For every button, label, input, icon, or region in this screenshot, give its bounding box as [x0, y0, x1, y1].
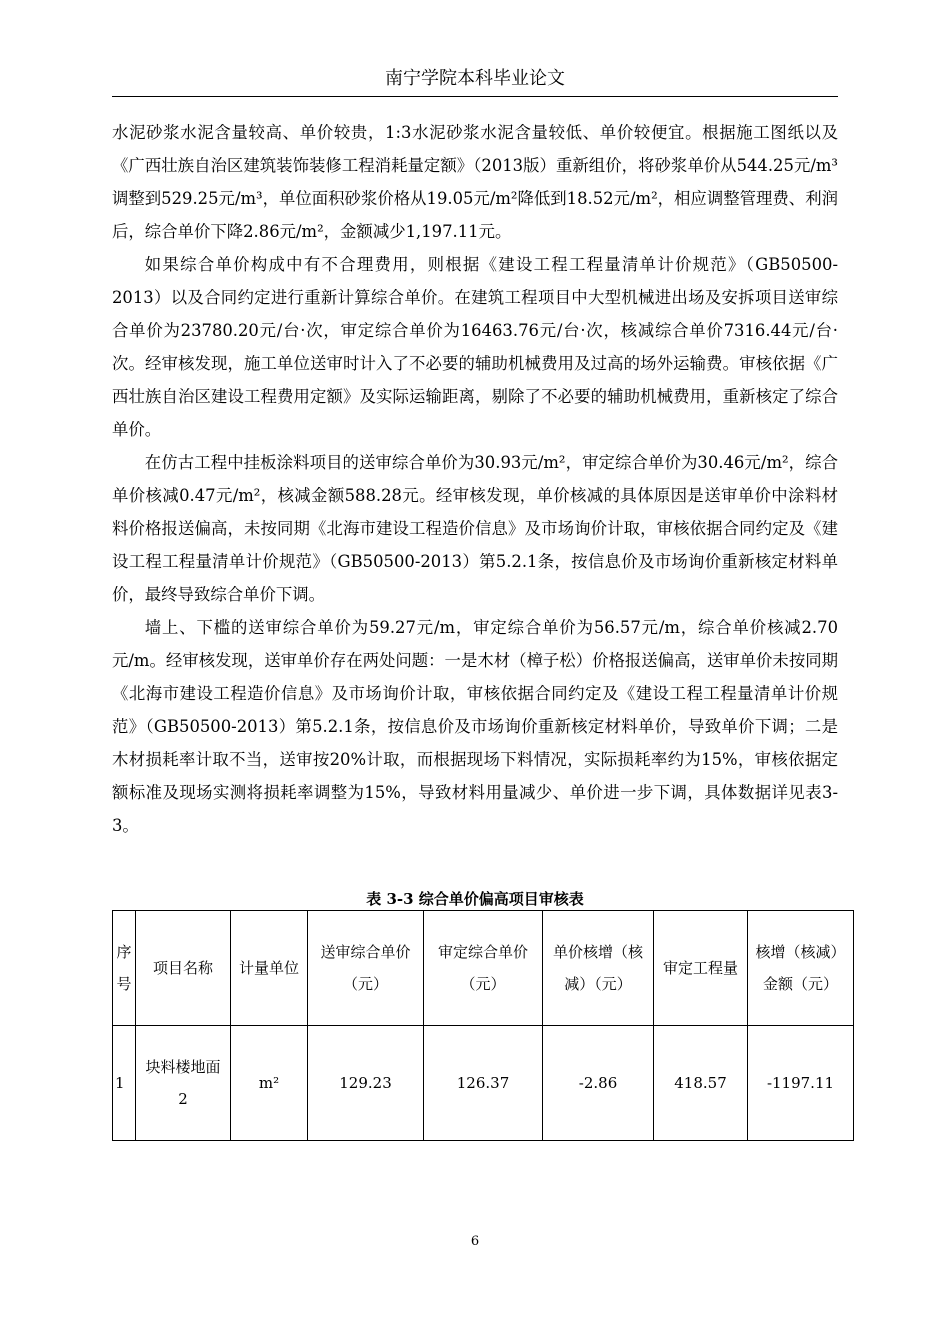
paragraph-1: 水泥砂浆水泥含量较高、单价较贵，1:3水泥砂浆水泥含量较低、单价较便宜。根据施工图纸以及《广西壮族自治区建筑装饰装修工程消耗量定额》（2013版）重新组价，将砂浆单价从544.25元/m³调整到529.25元/m³，单位面积砂浆价格从19.05元/m²降低到18.52元/m²，相应调整管理费、利润后，综合单价下降2.86元/m²，金额减少1,197.11元。 [112, 123, 838, 241]
table-title: 表 3-3 综合单价偏高项目审核表 [366, 890, 584, 908]
header-cell: 单价核增（核减）（元） [543, 911, 654, 1026]
paragraph-4: 墙上、下槛的送审综合单价为59.27元/m，审定综合单价为56.57元/m，综合单价核减2.70元/m。经审核发现，送审单价存在两处问题：一是木材（樟子松）价格报送偏高，送审单价未按同期《北海市建设工程造价信息》及市场询价计取，审核依据合同约定及《建设工程工程量清单计价规范》（GB50500-2013）第5.2.1条，按信息价及市场询价重新核定材料单价，导致单价下调；二是木材损耗率计取不当，送审按20%计取，而根据现场下料情况，实际损耗率约为15%，审核依据定额标准及现场实测将损耗率调整为15%，导致材料用量减少、单价进一步下调，具体数据详见表3-3。 [112, 618, 838, 835]
header-cell: 送审综合单价（元） [308, 911, 424, 1026]
header-rule [112, 96, 838, 97]
body-text [112, 116, 838, 842]
cell-submitted: 129.23 [308, 1026, 424, 1141]
page-number: 6 [470, 1234, 480, 1249]
cell-name: 块料楼地面2 [136, 1026, 231, 1141]
cell-diff: -2.86 [543, 1026, 654, 1141]
header-cell: 审定工程量 [654, 911, 748, 1026]
cell-amount: -1197.11 [748, 1026, 854, 1141]
header-cell: 计量单位 [231, 911, 308, 1026]
cell-approved: 126.37 [424, 1026, 543, 1141]
header-cell: 序号 [113, 911, 136, 1026]
page-header: 南宁学院本科毕业论文 [385, 68, 565, 89]
cell-unit: m² [231, 1026, 308, 1141]
paragraph-3: 在仿古工程中挂板涂料项目的送审综合单价为30.93元/m²，审定综合单价为30.46元/m²，综合单价核减0.47元/m²，核减金额588.28元。经审核发现，单价核减的具体原因是送审单价中涂料材料价格报送偏高，未按同期《北海市建设工程造价信息》及市场询价计取，审核依据合同约定及《建设工程工程量清单计价规范》（GB50500-2013）第5.2.1条，按信息价及市场询价重新核定材料单价，最终导致综合单价下调。 [112, 453, 838, 604]
review-table [112, 910, 854, 1141]
paragraph-2: 如果综合单价构成中有不合理费用，则根据《建设工程工程量清单计价规范》（GB50500-2013）以及合同约定进行重新计算综合单价。在建筑工程项目中大型机械进出场及安拆项目送审综合单价为23780.20元/台·次，审定综合单价为16463.76元/台·次，核减综合单价7316.44元/台·次。经审核发现，施工单位送审时计入了不必要的辅助机械费用及过高的场外运输费。审核依据《广西壮族自治区建设工程费用定额》及实际运输距离，剔除了不必要的辅助机械费用，重新核定了综合单价。 [112, 255, 838, 439]
cell-qty: 418.57 [654, 1026, 748, 1141]
header-cell: 核增（核减）金额（元） [748, 911, 854, 1026]
cell-no: 1 [113, 1026, 136, 1141]
table-row [113, 1026, 854, 1141]
table-header-row [113, 911, 854, 1026]
header-cell: 审定综合单价（元） [424, 911, 543, 1026]
header-cell: 项目名称 [136, 911, 231, 1026]
